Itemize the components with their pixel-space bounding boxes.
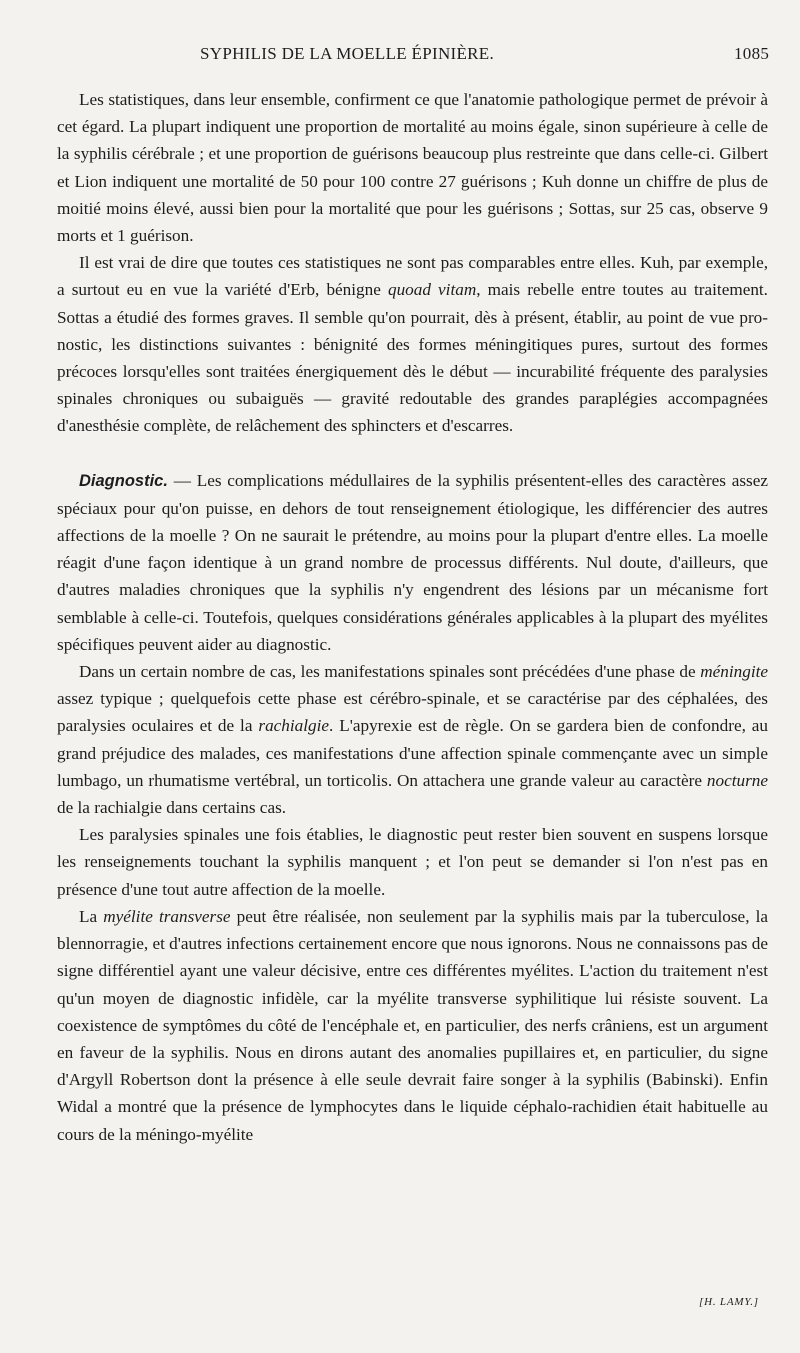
page-number: 1085 <box>734 44 770 63</box>
text-run: — Les complications médullaires de la syphilis présentent-elles des caractères assez spéciaux pour qu'on puisse, en dehors de tout renseignement étiologique, les différencier des autres affections de la moelle ? On ne saurait le prétendre, au moins pour la plupart d'entre elles. La moelle réagit d'une façon identique à un grand nombre de processus différents. Nul doute, d'ailleurs, que d'autres maladies chroniques que la syphilis n'y engendrent des lésions par un mécanisme fort semblable à celle-ci. Toutefois, quelques considérations générales applicables à la plupart des myélites spécifiques peuvent aider au diagnostic. <box>57 470 768 654</box>
paragraph <box>57 658 768 821</box>
author-signature: [H. LAMY.] <box>699 1296 759 1308</box>
paragraph <box>57 86 768 249</box>
paragraph <box>57 903 768 1148</box>
text-run: peut être réalisée, non seulement par la syphilis mais par la tuberculose, la blennorragie, et d'autres infections certainement encore que nous ignorons. Nous ne connaissons pas de signe différentiel ayant une valeur décisive, entre ces différentes myélites. L'action du traitement n'est qu'un moyen de diagnostic infidèle, car la myélite transverse syphilitique lui résiste souvent. La coexistence de symptômes du côté de l'encéphale et, en particulier, des nerfs crâniens, est un argument en faveur de la syphilis. Nous en dirons autant des anomalies pupillaires et, en particulier, du signe d'Argyll Robertson dont la présence à elle seule devrait faire songer à la syphilis (Babinski). Enfin Widal a montré que la présence de lymphocytes dans le liquide céphalo-rachidien était habituelle au cours de la méningo-myélite <box>57 906 768 1144</box>
section-title: Diagnostic. <box>79 471 168 490</box>
running-title: SYPHILIS DE LA MOELLE ÉPINIÈRE. <box>200 44 495 63</box>
text-run: . L'apyrexie est de règle. On se gardera bien de confondre, au grand préjudice des malades, ces manifestations d'une affection spinale commençante avec un simple lumbago, un rhumatisme vertébral, un torticolis. On attachera une grande valeur au caractère <box>57 716 769 790</box>
paragraph <box>57 249 768 439</box>
text-run: de la rachialgie dans certains cas. <box>57 798 287 818</box>
italic-term: méningite <box>700 662 768 682</box>
text-run: Il est vrai de dire que toutes ces statistiques ne sont pas comparables entre elles. Kuh, par exemple, a surtout eu en vue la variété d'Erb, bénigne <box>57 253 768 300</box>
text-run: , mais rebelle entre toutes au traitement. Sottas a étudié des formes graves. Il semble qu'on pourrait, dès à présent, établir, au point de vue pronostic, les distinctions suivantes : bénignité des formes méningitiques pures, surtout des formes précoces lorsqu'elles sont traitées énergiquement dès le début — incurabilité fréquente des paralysies spinales chroniques ou subaiguës — gravité redoutable des grandes paraplégies accompagnées d'anesthésie complète, de relâchement des sphincters et d'escarres. <box>57 280 768 436</box>
paragraph <box>57 821 768 903</box>
page-header <box>0 44 800 68</box>
paragraph <box>57 467 768 658</box>
italic-term: nocturne <box>706 770 768 790</box>
text-run: La <box>79 906 104 926</box>
body-text <box>57 86 768 1148</box>
text-run: assez typique ; quelquefois cette phase est cérébro-spinale, et se caractérise par des céphalées, des paralysies oculaires et de la <box>57 689 768 736</box>
text-run: Les statistiques, dans leur ensemble, confirment ce que l'anatomie pathologique permet de prévoir à cet égard. La plupart indiquent une proportion de mortalité au moins égale, sinon supérieure à celle de la syphilis cérébrale ; et une proportion de guérisons beaucoup plus restreinte que dans celle-ci. Gilbert et Lion indiquent une mortalité de 50 pour 100 contre 27 guérisons ; Kuh donne un chiffre de plus de moitié moins élevé, aussi bien pour la mortalité que pour les guérisons ; Sottas, sur 25 cas, observe 9 morts et 1 guérison. <box>57 90 768 246</box>
italic-term: myélite transverse <box>103 906 231 926</box>
text-run: Dans un certain nombre de cas, les manifestations spinales sont précédées d'une phase de <box>79 662 701 682</box>
italic-term: rachialgie <box>258 716 330 736</box>
text-run: Les paralysies spinales une fois établies, le diagnostic peut rester bien souvent en suspens lorsque les renseignements touchant la syphilis manquent ; et l'on peut se demander si l'on n'est pas en présence d'une tout autre affection de la moelle. <box>57 825 768 899</box>
italic-term: quoad vitam <box>387 280 477 300</box>
